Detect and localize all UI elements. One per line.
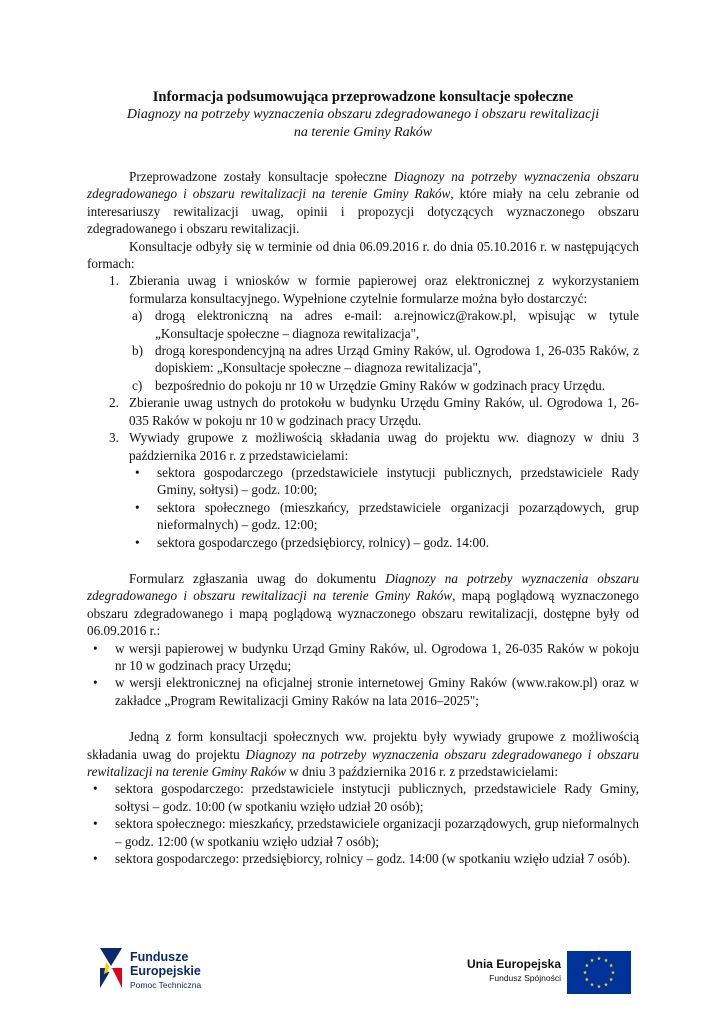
list-marker: 1. [109,273,119,289]
fe-logo-line-3: Pomoc Techniczna [130,980,202,990]
fundusze-europejskie-logo [98,944,218,1000]
list-item: • sektora społecznego (mieszkańcy, przedstawiciele organizacji pozarządowych, grup nieformalnych) – godz. 12:00; [135,499,639,533]
document-body [87,88,639,867]
list-item-text: Wywiady grupowe z możliwością składania uwag do projektu ww. diagnozy w dniu 3 października 2016 r. z przedstawicielami: [129,430,639,463]
list-item-text: Zbieranie uwag ustnych do protokołu w budynku Urzędu Gminy Raków, ul. Ogrodowa 1, 26-035 Raków w pokoju nr 10 w godzinach pracy Urzędu. [129,395,639,428]
list-item: • w wersji papierowej w budynku Urząd Gminy Raków, ul. Ogrodowa 1, 26-035 Raków w pokoju nr 10 w godzinach pracy Urzędu; [93,640,639,673]
group-interviews-list [129,464,639,551]
list-item: c) bezpośrednio do pokoju nr 10 w Urzędzie Gminy Raków w godzinach pracy Urzędu. [132,377,606,393]
consultation-dates-paragraph: Konsultacje odbyły się w terminie od dnia 06.09.2016 r. do dnia 05.10.2016 r. w następujących formach: [87,238,639,272]
list-item: • sektora gospodarczego (przedsiębiorcy, rolnicy) – godz. 14:00. [135,534,490,550]
list-item [87,429,639,551]
list-item: • sektora gospodarczego: przedsiębiorcy, rolnicy – godz. 14:00 (w spotkaniu wzięło udział 7 osób). [93,851,631,867]
list-item: • sektora społecznego: mieszkańcy, przedstawiciele organizacji pozarządowych, grup nieformalnych – godz. 12:00 (w spotkaniu wzięło udział 7 osób); [93,816,639,849]
fe-logo-line-1: Fundusze [130,950,189,964]
bullet-icon: • [135,499,140,515]
document-subtitle-line-2: na terenie Gminy Raków [293,125,433,140]
bullet-icon: • [93,816,98,832]
bullet-icon: • [93,640,98,656]
list-marker: 3. [109,430,119,446]
list-item [87,394,639,429]
list-item: • sektora gospodarczego: przedstawiciele instytucji publicznych, przedstawiciele Rady Gminy, sołtysi – godz. 10:00 (w spotkaniu wzięło udział 20 osób); [93,781,639,814]
formular-paragraph: Formularz zgłaszania uwag do dokumentu Diagnozy na potrzeby wyznaczenia obszaru zdegradowanego i obszaru rewitalizacji na terenie Gminy Raków, mapą poglądową wyznaczonego obszaru zdegradowanego i mapą poglądową wyznaczonego obszaru rewitalizacji, dostępne były od 06.09.2016 r.: [87,570,639,639]
unia-europejska-logo [466,951,631,997]
list-item: • w wersji elektronicznej na oficjalnej stronie internetowej Gminy Raków (www.rakow.pl) oraz w zakładce „Program Rewitalizacji Gminy Raków na lata 2016–2025"; [93,675,639,708]
consultation-forms-list [87,272,639,551]
list-item: • sektora gospodarczego (przedstawiciele instytucji publicznych, przedstawiciele Rady Gminy, sołtysi) – godz. 10:00; [135,464,639,498]
list-item: b) drogą korespondencyjną na adres Urząd Gminy Raków, ul. Ogrodowa 1, 26-035 Raków, z dopiskiem: „Konsultacje społeczne – diagnoza rewitalizacja", [132,343,639,376]
ue-logo-line-2: Fundusz Spójności [489,973,561,983]
list-item [87,272,639,394]
bullet-icon: • [93,675,98,691]
delivery-methods-list [129,307,639,394]
bullet-icon: • [135,534,140,550]
fe-flag-icon [98,944,124,990]
document-title: Informacja podsumowująca przeprowadzone konsultacje społeczne [152,89,574,105]
eu-flag-icon [567,951,631,994]
intro-paragraph: Przeprowadzone zostały konsultacje społeczne Diagnozy na potrzeby wyznaczenia obszaru zdegradowanego i obszaru rewitalizacji na terenie Gminy Raków, które miały na celu zebranie od interesariuszy rewitalizacji uwag, opinii i propozycji dotyczących wyznaczonego obszaru zdegradowanego i obszaru rewitalizacji. [87,169,640,237]
formular-availability-list [87,640,639,710]
meetings-list [87,780,639,867]
meetings-paragraph: Jedną z form konsultacji społecznych ww. projektu były wywiady grupowe z możliwością składania uwag do projektu Diagnozy na potrzeby wyznaczenia obszaru zdegradowanego i obszaru rewitalizacji na terenie Gminy Raków w dniu 3 października 2016 r. z przedstawicielami: [87,729,639,779]
bullet-icon: • [93,851,98,867]
bullet-icon: • [135,464,140,480]
fe-logo-line-2: Europejskie [130,964,201,978]
list-item-text: Zbierania uwag i wniosków w formie papierowej oraz elektronicznej z wykorzystaniem formularza konsultacyjnego. Wypełnione czytelnie formularze można było dostarczyć: [129,273,639,306]
list-marker: 2. [109,395,119,411]
ue-logo-line-1: Unia Europejska [466,957,561,971]
bullet-icon: • [93,781,98,797]
list-item: a) drogą elektroniczną na adres e-mail: a.rejnowicz@rakow.pl, wpisując w tytule „Konsultacje społeczne – diagnoza rewitalizacja", [132,308,639,341]
document-subtitle-line-1: Diagnozy na potrzeby wyznaczenia obszaru zdegradowanego i obszaru rewitalizacji [126,107,600,122]
